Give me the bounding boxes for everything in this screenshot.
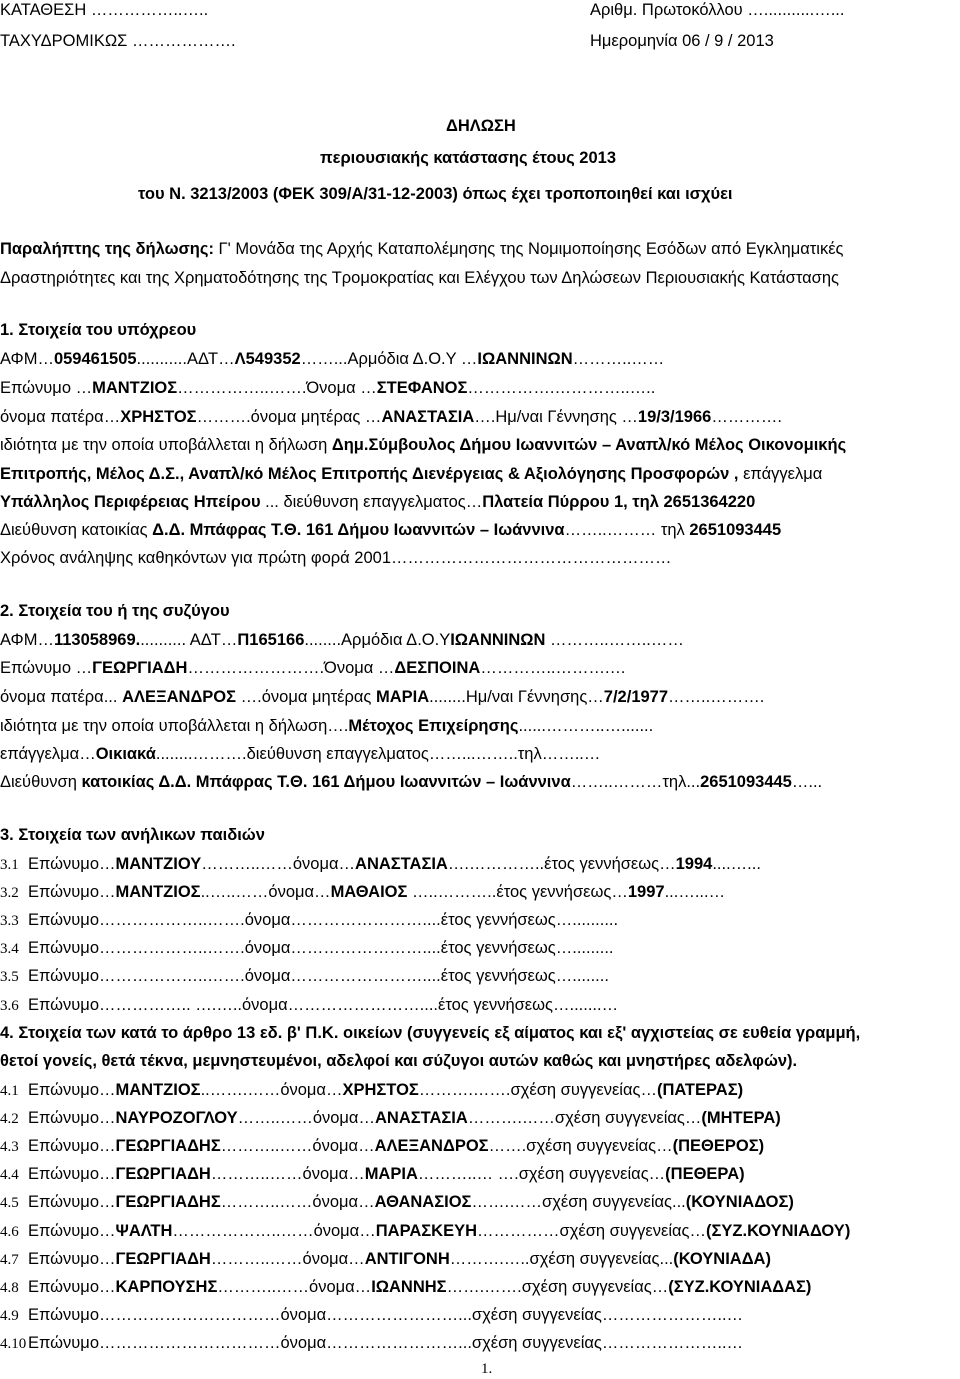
relative-surname: ΝΑΥΡΟΖΟΓΛΟΥ bbox=[115, 1109, 238, 1127]
s2-home: κατοικίας Δ.Δ. Μπάφρας Τ.Θ. 161 Δήμου Ιωαννιτών – Ιωάννινα bbox=[81, 773, 571, 791]
relationship: (ΚΟΥΝΙΑΔΟΣ) bbox=[685, 1193, 794, 1211]
deposit-line bbox=[0, 2, 208, 19]
s1-name-tail: …………….…………..….. bbox=[467, 379, 656, 397]
relative-row bbox=[0, 1138, 764, 1155]
relative-row bbox=[0, 1110, 781, 1127]
child-row bbox=[0, 884, 725, 901]
recipient-label: Παραλήπτης της δήλωσης: bbox=[0, 240, 214, 258]
s2-afm: 113058969. bbox=[53, 631, 141, 649]
s1-surname-label: Επώνυμο … bbox=[0, 379, 93, 397]
s2-mother-label: ….όνομα μητέρας bbox=[236, 688, 376, 706]
row-number: 3.2 bbox=[0, 885, 19, 901]
relationship: (ΠΑΤΕΡΑΣ) bbox=[656, 1081, 744, 1099]
relative-surname: ΓΕΩΡΓΙΑΔΗ bbox=[115, 1250, 211, 1268]
post-label: ΤΑΧΥΔΡΟΜΙΚΩΣ ………………. bbox=[0, 32, 236, 50]
relationship: (ΠΕΘΕΡΟΣ) bbox=[672, 1137, 765, 1155]
recipient-text-2: Δραστηριότητες και της Χρηματοδότησης της Τρομοκρατίας και Ελέγχου των Δηλώσεων Περιουσιακής Κατάστασης bbox=[0, 269, 839, 287]
s2-dob-label: ........Ημ/ναι Γέννησης… bbox=[429, 688, 604, 706]
relative-name-label: ………………..……όνομα… bbox=[172, 1222, 376, 1240]
s2-work-addr-label: ........……….διεύθυνση επαγγελματος……...……..τηλ……..… bbox=[155, 745, 601, 763]
s2-profession-label: επάγγελμα… bbox=[0, 745, 96, 763]
s2-home-tel-label: ……..………τηλ... bbox=[570, 773, 701, 791]
s2-father-label: όνομα πατέρα... bbox=[0, 688, 123, 706]
s1-father: ΧΡΗΣΤΟΣ bbox=[120, 408, 197, 426]
relative-surname: ΓΕΩΡΓΙΑΔΗΣ bbox=[115, 1193, 221, 1211]
s2-surname: ΓΕΩΡΓΙΑΔΗ bbox=[92, 659, 188, 677]
relative-surname: ΚΑΡΠΟΥΣΗΣ bbox=[115, 1278, 218, 1296]
s2-capacity-line bbox=[0, 718, 653, 735]
relative-name-label: ………..……όνομα… bbox=[220, 1193, 375, 1211]
child-name: ΑΝΑΣΤΑΣΙΑ bbox=[355, 855, 448, 873]
relative-name: ΑΝΑΣΤΑΣΙΑ bbox=[374, 1109, 468, 1127]
relative-row bbox=[0, 1082, 743, 1099]
date-line bbox=[590, 33, 774, 50]
s1-name: ΣΤΕΦΑΝΟΣ bbox=[376, 379, 468, 397]
row-number: 4.4 bbox=[0, 1167, 19, 1183]
relative-row bbox=[0, 1194, 794, 1211]
child-row bbox=[0, 940, 614, 957]
child-row bbox=[0, 997, 618, 1014]
s2-dob-tail: ……..………. bbox=[668, 688, 765, 706]
protocol-line bbox=[590, 2, 844, 19]
relationship-label: …….…….σχέση συγγενείας… bbox=[446, 1278, 669, 1296]
recipient-line-2 bbox=[0, 270, 839, 287]
relative-name: ΠΑΡΑΣΚΕΥΗ bbox=[375, 1222, 478, 1240]
section2-heading: 2. Στοιχεία του ή της συζύγου bbox=[0, 602, 230, 620]
recipient-text-1: Γ' Μονάδα της Αρχής Καταπολέμησης της Νομιμοποίησης Εσόδων από Εγκληματικές bbox=[213, 240, 844, 258]
relative-surname-label: Επώνυμο… bbox=[28, 1081, 116, 1099]
child-birth-year: 1994 bbox=[675, 855, 713, 873]
row-number: 4.5 bbox=[0, 1195, 19, 1211]
relationship: (ΚΟΥΝΙΑΔΑ) bbox=[673, 1250, 771, 1268]
s1-work-addr: Πλατεία Πύρρου 1, τηλ 2651364220 bbox=[482, 493, 756, 511]
child-surname: ΜΑΝΤΖΙΟΣ bbox=[115, 883, 201, 901]
row-number: 3.5 bbox=[0, 969, 19, 985]
s2-father: ΑΛΕΞΑΝΔΡΟΣ bbox=[122, 688, 237, 706]
child-surname-label: Επώνυμο………………..…….όνομα……………………....έτος γεννήσεως….......... bbox=[28, 911, 619, 929]
s1-dob-tail: …………. bbox=[711, 408, 782, 426]
relative-row bbox=[0, 1251, 771, 1268]
s2-capacity-label: ιδιότητα με την οποία υποβάλλεται η δήλωση…. bbox=[0, 717, 349, 735]
s2-profession: Οικιακά bbox=[95, 745, 156, 763]
s1-year-start: Χρόνος ανάληψης καθηκόντων για πρώτη φορά 2001…………………………………………… bbox=[0, 549, 672, 567]
s1-doy-label: ……...Αρμόδια Δ.Ο.Υ … bbox=[300, 350, 478, 368]
relative-row bbox=[0, 1307, 743, 1324]
s2-id-line bbox=[0, 632, 684, 649]
relative-surname-label: Επώνυμο… bbox=[28, 1193, 116, 1211]
relative-surname: ΨΑΛΤΗ bbox=[115, 1222, 173, 1240]
page-number: 1. bbox=[481, 1361, 493, 1377]
section4-heading-2: θετοί γονείς, θετά τέκνα, μεμνηστευμένοι, αδελφοί και σύζυγοι αυτών καθώς και μνηστήρες αδελφών). bbox=[0, 1052, 798, 1070]
relationship: (ΠΕΘΕΡΑ) bbox=[665, 1165, 745, 1183]
relationship-label: ………..… ….σχέση συγγενείας… bbox=[417, 1165, 666, 1183]
s2-mother: ΜΑΡΙΑ bbox=[375, 688, 430, 706]
s2-name-tail: …………..……….… bbox=[480, 659, 627, 677]
relationship-label: ……….…….σχέση συγγενείας… bbox=[418, 1081, 657, 1099]
relative-surname-label: Επώνυμο… bbox=[28, 1165, 116, 1183]
s1-home: Δ.Δ. Μπάφρας Τ.Θ. 161 Δήμου Ιωαννιτών – Ιωάννινα bbox=[152, 521, 565, 539]
relative-surname-label: Επώνυμο… bbox=[28, 1137, 116, 1155]
s2-name-label: …………………….Όνομα … bbox=[187, 659, 395, 677]
relative-name: ΙΩΑΝΝΗΣ bbox=[371, 1278, 447, 1296]
child-surname: ΜΑΝΤΖΙΟΥ bbox=[115, 855, 202, 873]
s1-name-label: ……………..…….Όνομα … bbox=[177, 379, 377, 397]
relationship-label: ……….……σχέση συγγενείας… bbox=[467, 1109, 702, 1127]
relative-name: ΑΛΕΞΑΝΔΡΟΣ bbox=[374, 1137, 489, 1155]
s2-adt: Π165166 bbox=[237, 631, 305, 649]
s1-capacity-line-2 bbox=[0, 466, 822, 483]
child-surname-label: Επώνυμο… bbox=[28, 883, 116, 901]
relative-surname-label: Επώνυμο… bbox=[28, 1109, 116, 1127]
row-number: 4.6 bbox=[0, 1224, 19, 1240]
doc-title: ΔΗΛΩΣΗ bbox=[446, 117, 516, 135]
recipient-line-1 bbox=[0, 241, 844, 258]
s1-home-label: Διεύθυνση κατοικίας bbox=[0, 521, 153, 539]
relative-surname-label: Επώνυμο… bbox=[28, 1222, 116, 1240]
s1-profession-line bbox=[0, 494, 755, 511]
post-line bbox=[0, 33, 236, 50]
s1-afm: 059461505 bbox=[53, 350, 137, 368]
s1-father-label: όνομα πατέρα… bbox=[0, 408, 121, 426]
relationship: (ΜΗΤΕΡΑ) bbox=[701, 1109, 781, 1127]
s1-parents-line bbox=[0, 409, 782, 426]
row-number: 4.8 bbox=[0, 1280, 19, 1296]
child-year-label: ….…………..έτος γεννήσεως… bbox=[447, 855, 676, 873]
row-number: 4.7 bbox=[0, 1252, 19, 1268]
s1-work-addr-label: ... διεύθυνση επαγγελματος… bbox=[260, 493, 483, 511]
child-name: ΜΑΘΑΙΟΣ bbox=[330, 883, 408, 901]
child-surname-label: Επώνυμο… bbox=[28, 855, 116, 873]
relative-name-label: ………..……όνομα… bbox=[210, 1165, 365, 1183]
row-number: 4.3 bbox=[0, 1139, 19, 1155]
s1-doy-tail: ………..…… bbox=[572, 350, 665, 368]
relative-name: ΧΡΗΣΤΟΣ bbox=[342, 1081, 419, 1099]
s1-surname: ΜΑΝΤΖΙΟΣ bbox=[92, 379, 178, 397]
section1-heading: 1. Στοιχεία του υπόχρεου bbox=[0, 321, 197, 339]
relative-surname: ΓΕΩΡΓΙΑΔΗ bbox=[115, 1165, 211, 1183]
s2-home-label: Διεύθυνση bbox=[0, 773, 82, 791]
s1-profession-label: επάγγελμα bbox=[738, 465, 823, 483]
s1-capacity-1: Δημ.Σύμβουλος Δήμου Ιωαννιτών – Αναπλ/κό Μέλος Οικονομικής bbox=[331, 436, 847, 454]
row-number: 4.10 bbox=[0, 1336, 27, 1352]
protocol-label: Αριθμ. Πρωτοκόλλου …...........…... bbox=[590, 1, 845, 19]
relative-name-label: ……..……όνομα… bbox=[237, 1109, 375, 1127]
s2-dob: 7/2/1977 bbox=[603, 688, 669, 706]
relative-surname-label: Επώνυμο… bbox=[28, 1278, 116, 1296]
deposit-label: ΚΑΤΑΘΕΣΗ ……………..….. bbox=[0, 1, 209, 19]
s2-capacity: Μέτοχος Επιχείρησης bbox=[348, 717, 519, 735]
s1-adt-label: ...........ΑΔΤ… bbox=[136, 350, 235, 368]
s1-capacity-2: Επιτροπής, Μέλος Δ.Σ., Αναπλ/κό Μέλος Επιτροπής Διενέργειας & Αξιολόγησης Προσφορών , bbox=[0, 465, 739, 483]
relationship-label: …….……σχέση συγγενείας... bbox=[471, 1193, 686, 1211]
row-number: 4.9 bbox=[0, 1308, 19, 1324]
s1-dob: 19/3/1966 bbox=[637, 408, 712, 426]
child-row bbox=[0, 912, 618, 929]
relative-row bbox=[0, 1279, 811, 1296]
child-name-label: ..…..……όνομα… bbox=[200, 883, 331, 901]
relative-name-label: ………..……όνομα… bbox=[210, 1250, 365, 1268]
s1-id-line bbox=[0, 351, 664, 368]
law-reference: του Ν. 3213/2003 (ΦΕΚ 309/Α/31-12-2003) όπως έχει τροποποιηθεί και ισχύει bbox=[138, 185, 733, 203]
relationship: (ΣΥΖ.ΚΟΥΝΙΑΔΟΥ) bbox=[706, 1222, 851, 1240]
s2-profession-line bbox=[0, 746, 600, 763]
child-row bbox=[0, 968, 609, 985]
s1-profession: Υπάλληλος Περιφέρειας Ηπείρου bbox=[0, 493, 261, 511]
relative-name: ΑΘΑΝΑΣΙΟΣ bbox=[374, 1193, 472, 1211]
s2-doy-label: ........Αρμόδια Δ.Ο.Υ bbox=[304, 631, 451, 649]
relative-row bbox=[0, 1335, 743, 1352]
s2-name-line bbox=[0, 660, 626, 677]
s2-name: ΔΕΣΠΟΙΝΑ bbox=[394, 659, 481, 677]
s2-home-tail: …... bbox=[791, 773, 823, 791]
row-number: 4.2 bbox=[0, 1111, 19, 1127]
row-number: 3.3 bbox=[0, 913, 19, 929]
child-surname-label: Επώνυμο………………..…….όνομα……………………....έτος γεννήσεως…........ bbox=[28, 967, 609, 985]
child-birth-year: 1997 bbox=[627, 883, 665, 901]
row-number: 3.6 bbox=[0, 998, 19, 1014]
relative-name: ΑΝΤΙΓΟΝΗ bbox=[364, 1250, 450, 1268]
relative-name: ΜΑΡΙΑ bbox=[364, 1165, 418, 1183]
child-surname-label: Επώνυμο………………..…….όνομα……………………....έτος γεννήσεως…......... bbox=[28, 939, 614, 957]
relative-name-label: ………..……όνομα… bbox=[220, 1137, 375, 1155]
row-number: 4.1 bbox=[0, 1083, 19, 1099]
s1-adt: Λ549352 bbox=[234, 350, 301, 368]
relative-row bbox=[0, 1166, 745, 1183]
relative-surname-label: Επώνυμο… bbox=[28, 1250, 116, 1268]
relative-name-label: ..…….……όνομα… bbox=[200, 1081, 343, 1099]
s1-mother: ΑΝΑΣΤΑΣΙΑ bbox=[381, 408, 475, 426]
relative-surname: ΓΕΩΡΓΙΑΔΗΣ bbox=[115, 1137, 221, 1155]
child-name-label: ………..……όνομα… bbox=[201, 855, 356, 873]
row-number: 3.1 bbox=[0, 857, 19, 873]
date-value: Ημερομηνία 06 / 9 / 2013 bbox=[590, 32, 774, 50]
s1-dob-label: ….Ημ/ναι Γέννησης … bbox=[474, 408, 638, 426]
relative-name-label: ………..……όνομα… bbox=[217, 1278, 372, 1296]
s1-capacity-label: ιδιότητα με την οποία υποβάλλεται η δήλωση bbox=[0, 436, 332, 454]
child-row-tail: ...…...… bbox=[664, 883, 726, 901]
s1-mother-label: ……….όνομα μητέρας … bbox=[196, 408, 382, 426]
section4-heading-1: 4. Στοιχεία των κατά το άρθρο 13 εδ. β' Π.Κ. οικείων (συγγενείς εξ αίματος και εξ' αγχιστείας σε ευθεία γραμμή, bbox=[0, 1024, 861, 1042]
relative-surname: ΜΑΝΤΖΙΟΣ bbox=[115, 1081, 201, 1099]
s2-home-tel: 2651093445 bbox=[700, 773, 792, 791]
section3-heading: 3. Στοιχεία των ανήλικων παιδιών bbox=[0, 826, 265, 844]
doc-subtitle: περιουσιακής κατάστασης έτους 2013 bbox=[320, 149, 617, 167]
s2-home-line bbox=[0, 774, 822, 791]
s1-afm-label: ΑΦΜ… bbox=[0, 350, 54, 368]
relationship: (ΣΥΖ.ΚΟΥΝΙΑΔΑΣ) bbox=[668, 1278, 812, 1296]
s1-name-line bbox=[0, 380, 655, 397]
s1-home-line bbox=[0, 522, 781, 539]
s2-adt-label: .......... ΑΔΤ… bbox=[140, 631, 238, 649]
row-number: 3.4 bbox=[0, 941, 19, 957]
empty-relative-row: Επώνυμο……………………………όνομα……………………...σχέση συγγενείας…………………..… bbox=[28, 1334, 744, 1352]
child-row bbox=[0, 856, 761, 873]
relationship-label: ……………σχέση συγγενείας… bbox=[477, 1222, 706, 1240]
empty-relative-row: Επώνυμο……………………………όνομα……………………...σχέση συγγενείας…………………..… bbox=[28, 1306, 744, 1324]
s1-capacity-line-1 bbox=[0, 437, 846, 454]
relationship-label: ……….…..σχέση συγγενείας... bbox=[449, 1250, 674, 1268]
relationship-label: …….σχέση συγγενείας… bbox=[488, 1137, 673, 1155]
child-year-label: …..………..έτος γεννήσεως… bbox=[407, 883, 628, 901]
s2-afm-label: ΑΦΜ… bbox=[0, 631, 54, 649]
s2-surname-label: Επώνυμο … bbox=[0, 659, 93, 677]
s2-capacity-tail: ......………..…....... bbox=[518, 717, 654, 735]
s2-doy: ΙΩΑΝΝΙΝΩΝ bbox=[450, 631, 546, 649]
s2-parents-line bbox=[0, 689, 764, 706]
s1-doy: ΙΩΑΝΝΙΝΩΝ bbox=[477, 350, 573, 368]
s2-doy-tail: ………..……..…… bbox=[545, 631, 684, 649]
relative-row bbox=[0, 1223, 850, 1240]
child-row-tail: ....…... bbox=[712, 855, 761, 873]
s1-home-tel-label: ……..……… τηλ bbox=[564, 521, 690, 539]
s1-home-tel: 2651093445 bbox=[689, 521, 782, 539]
child-surname-label: Επώνυμο…………….. ….…..όνομα……………………....έτος γεννήσεως….......… bbox=[28, 996, 619, 1014]
